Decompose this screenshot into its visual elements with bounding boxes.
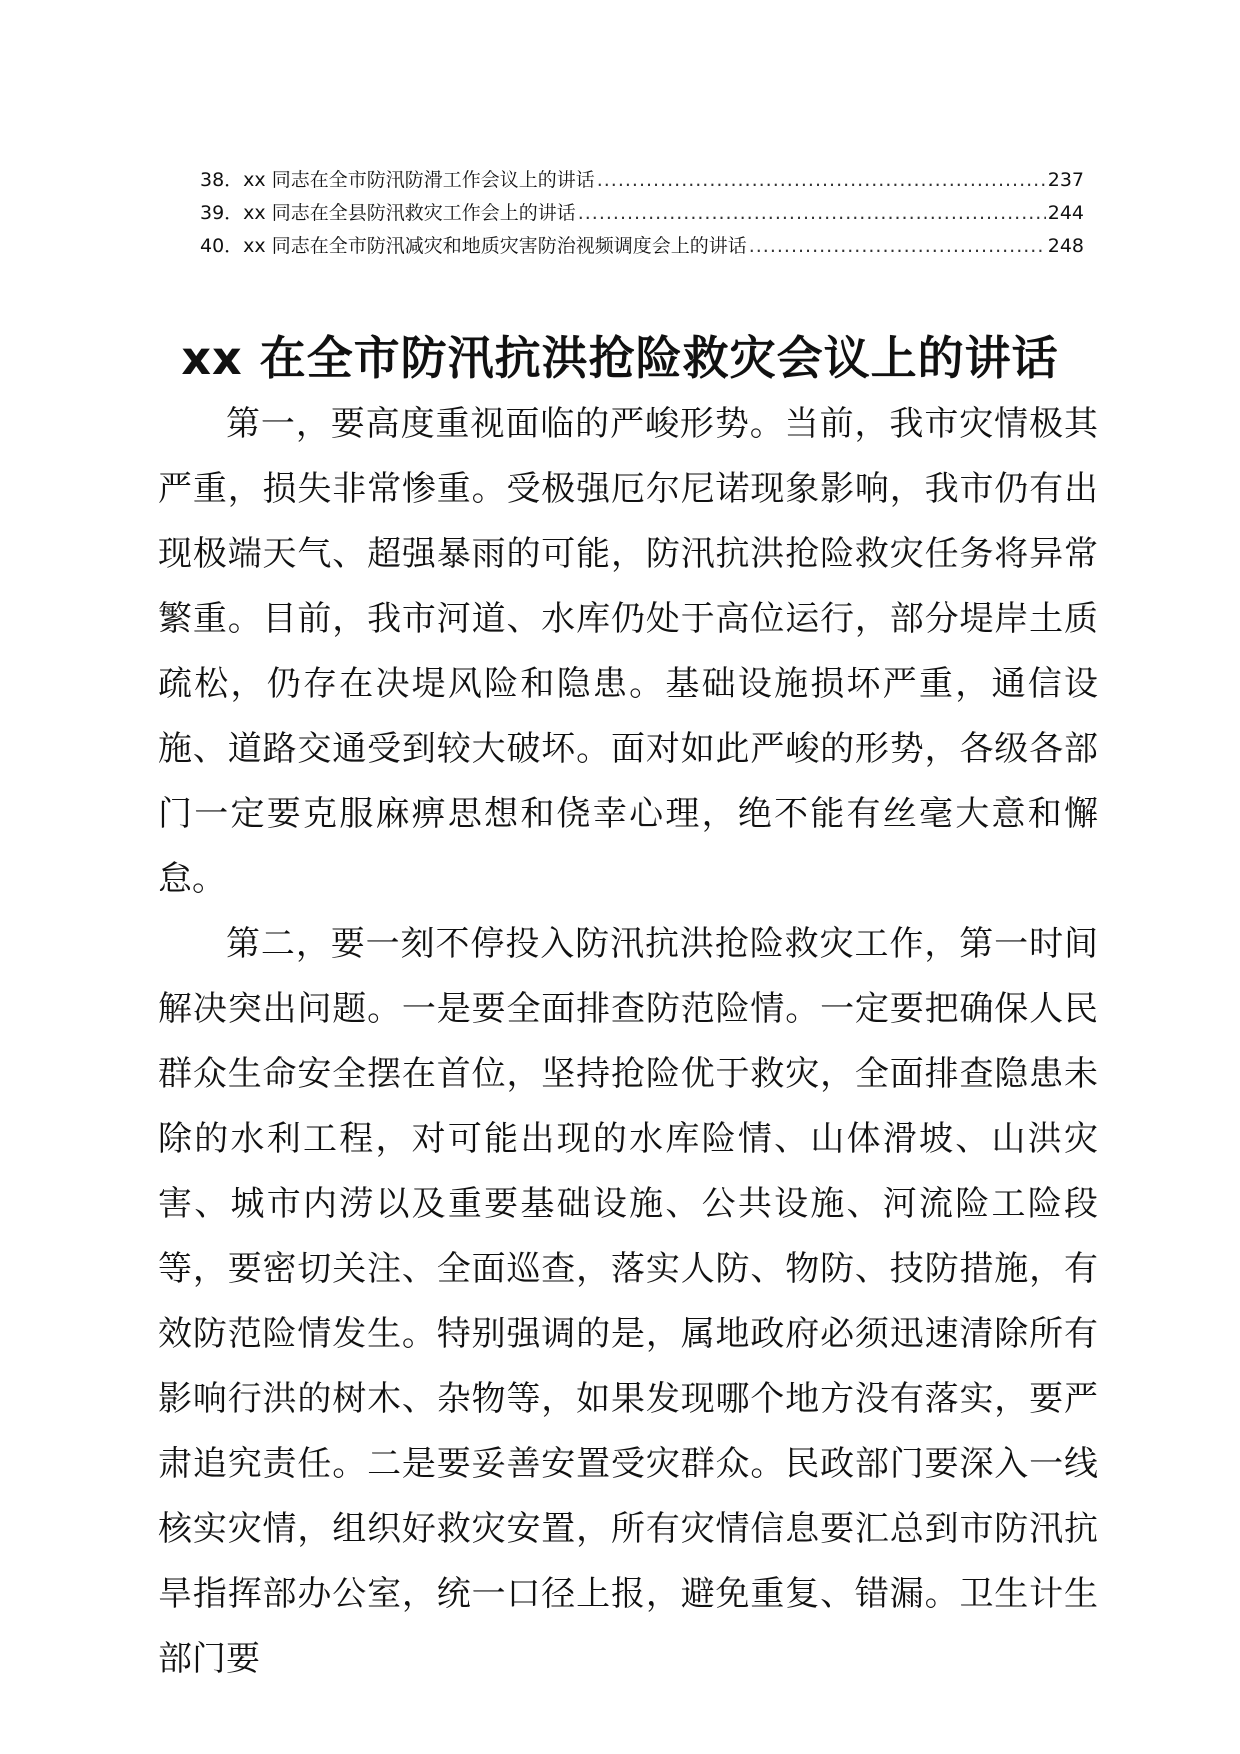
toc-entry-page: 248 <box>1047 235 1084 257</box>
toc-entry[interactable] <box>200 164 1084 197</box>
body-paragraph: 第二，要一刻不停投入防汛抗洪抢险救灾工作，第一时间解决突出问题。一是要全面排查防范险情。一定要把确保人民群众生命安全摆在首位，坚持抢险优于救灾，全面排查隐患未除的水利工程，对可能出现的水库险情、山体滑坡、山洪灾害、城市内涝以及重要基础设施、公共设施、河流险工险段等，要密切关注、全面巡查，落实人防、物防、技防措施，有效防范险情发生。特别强调的是，属地政府必须迅速清除所有影响行洪的树木、杂物等，如果发现哪个地方没有落实，要严肃追究责任。二是要妥善安置受灾群众。民政部门要深入一线核实灾情，组织好救灾安置，所有灾情信息要汇总到市防汛抗旱指挥部办公室，统一口径上报，避免重复、错漏。卫生计生部门要 <box>158 924 1098 1679</box>
toc-entry-title: 38．xx 同志在全市防汛防滑工作会议上的讲话 <box>200 169 595 191</box>
document-body <box>158 392 1098 1692</box>
toc-entry-title: 39．xx 同志在全县防汛救灾工作会上的讲话 <box>200 202 576 224</box>
toc-entry[interactable] <box>200 197 1084 230</box>
document-title: xx 在全市防汛抗洪抢险救灾会议上的讲话 <box>181 330 1059 385</box>
toc-entry[interactable] <box>200 230 1084 263</box>
toc-entry-title: 40．xx 同志在全市防汛减灾和地质灾害防治视频调度会上的讲话 <box>200 235 747 257</box>
toc-dot-leader <box>578 197 1046 230</box>
table-of-contents <box>200 164 1084 263</box>
toc-dot-leader <box>597 164 1046 197</box>
toc-entry-page: 237 <box>1047 169 1084 191</box>
toc-entry-page: 244 <box>1047 202 1084 224</box>
body-paragraph: 第一，要高度重视面临的严峻形势。当前，我市灾情极其严重，损失非常惨重。受极强厄尔尼诺现象影响，我市仍有出现极端天气、超强暴雨的可能，防汛抗洪抢险救灾任务将异常繁重。目前，我市河道、水库仍处于高位运行，部分堤岸土质疏松，仍存在决堤风险和隐患。基础设施损坏严重，通信设施、道路交通受到较大破坏。面对如此严峻的形势，各级各部门一定要克服麻痹思想和侥幸心理，绝不能有丝毫大意和懈怠。 <box>158 404 1098 899</box>
toc-dot-leader <box>749 230 1046 263</box>
